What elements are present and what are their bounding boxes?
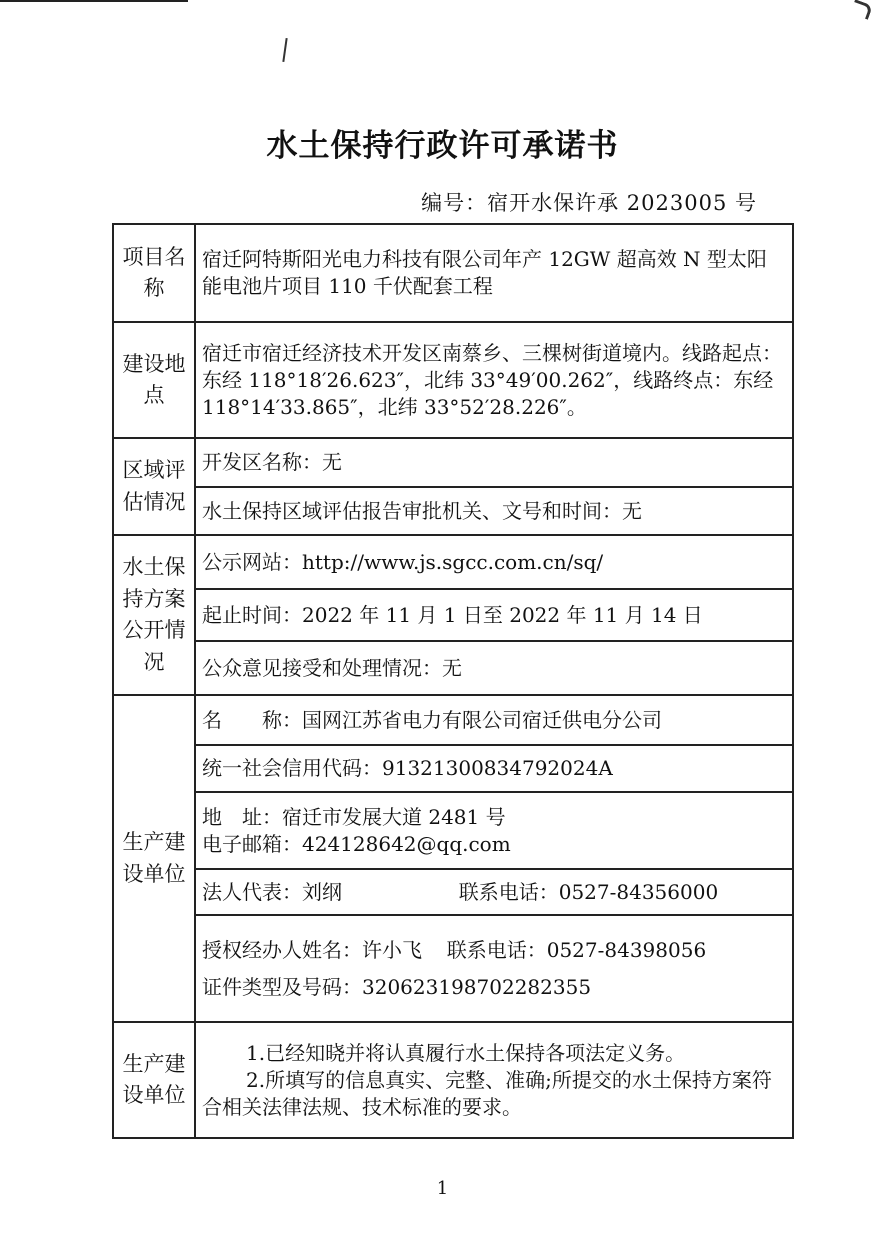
unit-agent-name: 授权经办人姓名：许小飞	[202, 937, 422, 962]
publicity-label: 水土保持方案公开情况	[113, 535, 195, 695]
public-feedback: 公众意见接受和处理情况：无	[195, 641, 793, 695]
unit-label: 生产建设单位	[113, 695, 195, 1022]
commitment-item-1: 1.已经知晓并将认真履行水土保持各项法定义务。	[246, 1040, 686, 1065]
unit-address-email	[195, 792, 793, 869]
commitment-item-2: 2.所填写的信息真实、完整、准确;所提交的水土保持方案符合相关法律法规、技术标准的要求。	[202, 1067, 772, 1119]
page-number: 1	[436, 1178, 449, 1199]
unit-name: 名 称：国网江苏省电力有限公司宿迁供电分公司	[195, 695, 793, 745]
unit-agent-row	[195, 915, 793, 1022]
unit-legal-rep-row	[195, 869, 793, 915]
unit-credit-code: 统一社会信用代码：91321300834792024A	[195, 745, 793, 792]
unit-legal-phone: 联系电话：0527-84356000	[458, 879, 719, 904]
unit-address: 地 址：宿迁市发展大道 2481 号	[202, 804, 506, 829]
project-name-value: 宿迁阿特斯阳光电力科技有限公司年产 12GW 超高效 N 型太阳能电池片项目 110 千伏配套工程	[195, 224, 793, 322]
page-title: 水土保持行政许可承诺书	[266, 128, 619, 164]
publicity-period: 起止时间：2022 年 11 月 1 日至 2022 年 11 月 14 日	[195, 589, 793, 641]
dev-zone-name: 开发区名称：无	[195, 438, 793, 487]
publicity-website: 公示网站：http://www.js.sgcc.com.cn/sq/	[195, 535, 793, 589]
location-value: 宿迁市宿迁经济技术开发区南蔡乡、三棵树街道境内。线路起点：东经 118°18′26.623″，北纬 33°49′00.262″，线路终点：东经 118°14′33.865″，北纬 33°52′28.226″。	[195, 322, 793, 438]
commitment-label: 生产建设单位	[113, 1022, 195, 1138]
assessment-approval: 水土保持区域评估报告审批机关、文号和时间：无	[195, 487, 793, 535]
project-name-label: 项目名称	[113, 224, 195, 322]
commitment-form-table	[112, 223, 794, 1139]
unit-agent-phone: 联系电话：0527-84398056	[446, 937, 707, 962]
stray-pen-mark	[282, 38, 287, 62]
document-number: 编号：宿开水保许承 2023005 号	[421, 191, 757, 215]
scan-corner-mark	[850, 0, 873, 20]
unit-id-number: 证件类型及号码：320623198702282355	[202, 974, 592, 999]
unit-legal-rep: 法人代表：刘纲	[202, 879, 342, 904]
unit-email: 电子邮箱：424128642@qq.com	[202, 831, 511, 856]
location-label: 建设地点	[113, 322, 195, 438]
regional-assessment-label: 区域评估情况	[113, 438, 195, 535]
scan-edge-line	[0, 0, 188, 2]
commitment-items	[195, 1022, 793, 1138]
